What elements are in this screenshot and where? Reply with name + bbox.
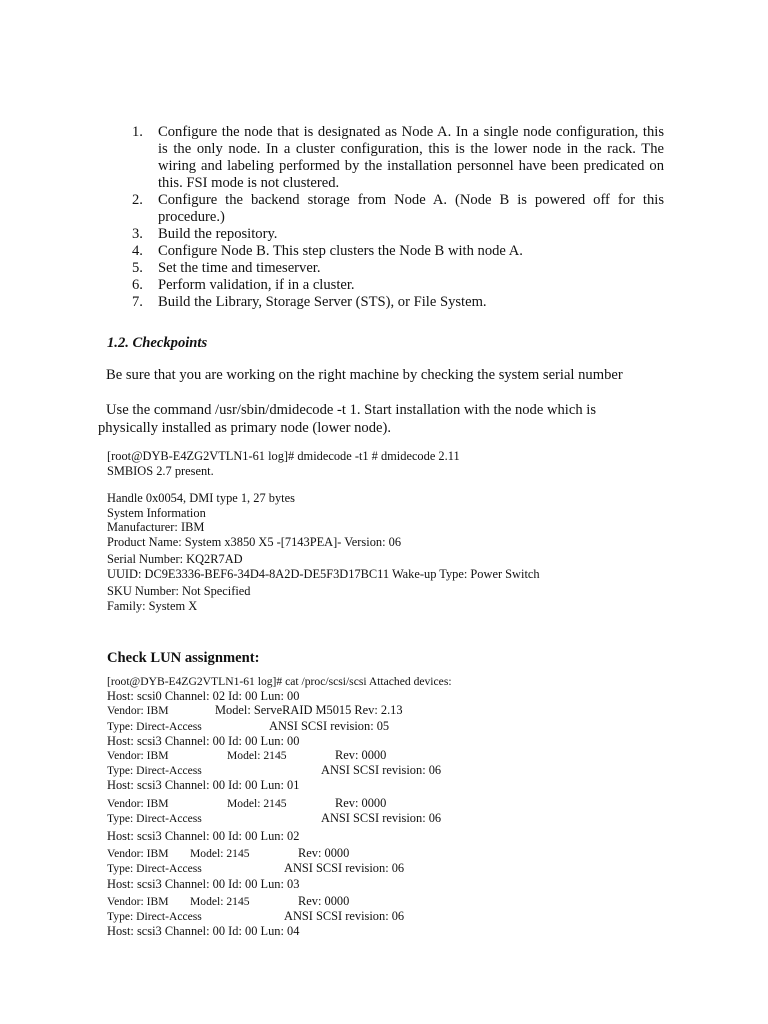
model-value: Model: 2145 (190, 894, 250, 908)
model-value: Model: 2145 (190, 847, 250, 861)
serial-number-line: Serial Number: KQ2R7AD (107, 552, 243, 566)
rev-value: Rev: 0000 (298, 846, 350, 861)
vendor-line (107, 846, 667, 861)
ansi-value: ANSI SCSI revision: 06 (284, 909, 405, 924)
rev-value: Rev: 0000 (335, 748, 387, 763)
type-line (107, 811, 667, 826)
model-value: Model: ServeRAID M5015 Rev: 2.13 (215, 703, 403, 718)
system-information-block (107, 491, 540, 613)
procedure-step (132, 226, 664, 243)
dmidecode-paragraph (98, 402, 638, 437)
procedure-steps-list (132, 124, 664, 311)
manufacturer-line: Manufacturer: IBM (107, 520, 205, 534)
vendor-line (107, 703, 667, 718)
scsi-command-line: [root@DYB-E4ZG2VTLN1-61 log]# cat /proc/scsi/scsi Attached devices: (107, 675, 452, 688)
host-line: Host: scsi3 Channel: 00 Id: 00 Lun: 02 (107, 829, 300, 844)
checkpoints-heading: 1.2. Checkpoints (107, 335, 208, 351)
type-line (107, 861, 667, 876)
procedure-step (132, 294, 664, 311)
step-number: 3. (132, 226, 143, 242)
step-text: Build the repository. (158, 226, 278, 242)
step-text: Configure Node B. This step clusters the Node B with node A. (158, 243, 523, 259)
step-number: 7. (132, 294, 143, 310)
sku-number-line: SKU Number: Not Specified (107, 584, 251, 598)
step-text: Perform validation, if in a cluster. (158, 277, 355, 293)
type-line (107, 909, 667, 924)
step-text: Build the Library, Storage Server (STS), or File System. (158, 294, 487, 310)
step-text: Configure the backend storage from Node A. (Node B is powered off for this procedure.) (158, 192, 664, 225)
system-information-title: System Information (107, 505, 206, 520)
vendor-value: Vendor: IBM (107, 749, 169, 763)
procedure-step (132, 192, 664, 226)
step-text: Set the time and timeserver. (158, 260, 321, 276)
type-value: Type: Direct-Access (107, 719, 202, 733)
host-line: Host: scsi3 Channel: 00 Id: 00 Lun: 00 (107, 733, 300, 748)
product-name-line: Product Name: System x3850 X5 -[7143PEA]- Version: 06 (107, 534, 402, 549)
procedure-step (132, 124, 664, 192)
host-line: Host: scsi3 Channel: 00 Id: 00 Lun: 04 (107, 924, 300, 939)
vendor-value: Vendor: IBM (107, 847, 169, 861)
vendor-value: Vendor: IBM (107, 894, 169, 908)
rev-value: Rev: 0000 (298, 893, 350, 908)
model-value: Model: 2145 (227, 749, 287, 763)
rev-value: Rev: 0000 (335, 795, 387, 810)
step-text: Configure the node that is designated as Node A. In a single node configuration, this is the only node. In a cluster configuration, this is the lower node in the rack. The wiring and labeling performed by the installation personnel have been predicated on this. FSI mode is not clustered. (158, 124, 664, 191)
serial-check-paragraph (98, 367, 638, 385)
type-line (107, 763, 667, 778)
step-number: 5. (132, 260, 143, 276)
procedure-step (132, 277, 664, 294)
host-line: Host: scsi3 Channel: 00 Id: 00 Lun: 03 (107, 876, 300, 891)
vendor-line (107, 796, 667, 811)
family-line: Family: System X (107, 598, 198, 613)
vendor-value: Vendor: IBM (107, 704, 169, 718)
step-number: 2. (132, 192, 143, 208)
step-number: 4. (132, 243, 143, 259)
host-line: Host: scsi3 Channel: 00 Id: 00 Lun: 01 (107, 778, 300, 793)
uuid-line: UUID: DC9E3336-BEF6-34D4-8A2D-DE5F3D17BC11 Wake-up Type: Power Switch (107, 566, 540, 581)
ansi-value: ANSI SCSI revision: 06 (284, 861, 405, 876)
type-value: Type: Direct-Access (107, 862, 202, 876)
handle-line: Handle 0x0054, DMI type 1, 27 bytes (107, 491, 295, 505)
type-value: Type: Direct-Access (107, 811, 202, 825)
type-line (107, 719, 667, 734)
vendor-line (107, 748, 667, 763)
model-value: Model: 2145 (227, 796, 287, 810)
paragraph-text: Use the command /usr/sbin/dmidecode -t 1. Start installation with the node which is physically installed as primary node (lower node). (98, 402, 597, 436)
type-value: Type: Direct-Access (107, 910, 202, 924)
step-number: 1. (132, 124, 143, 140)
host-line: Host: scsi0 Channel: 02 Id: 00 Lun: 00 (107, 689, 300, 704)
type-value: Type: Direct-Access (107, 764, 202, 778)
step-number: 6. (132, 277, 143, 293)
vendor-value: Vendor: IBM (107, 796, 169, 810)
paragraph-text: Be sure that you are working on the right machine by checking the system serial number (106, 367, 623, 383)
procedure-step (132, 243, 664, 260)
ansi-value: ANSI SCSI revision: 06 (321, 763, 442, 778)
lun-listing (107, 675, 667, 938)
ansi-value: ANSI SCSI revision: 05 (269, 718, 390, 733)
vendor-line (107, 894, 667, 909)
command-line: [root@DYB-E4ZG2VTLN1-61 log]# dmidecode -t1 # dmidecode 2.11 (107, 449, 460, 463)
smbios-line: SMBIOS 2.7 present. (107, 464, 214, 478)
lun-assignment-heading: Check LUN assignment: (107, 650, 260, 666)
procedure-step (132, 260, 664, 277)
dmidecode-command-output (107, 449, 460, 479)
ansi-value: ANSI SCSI revision: 06 (321, 810, 442, 825)
